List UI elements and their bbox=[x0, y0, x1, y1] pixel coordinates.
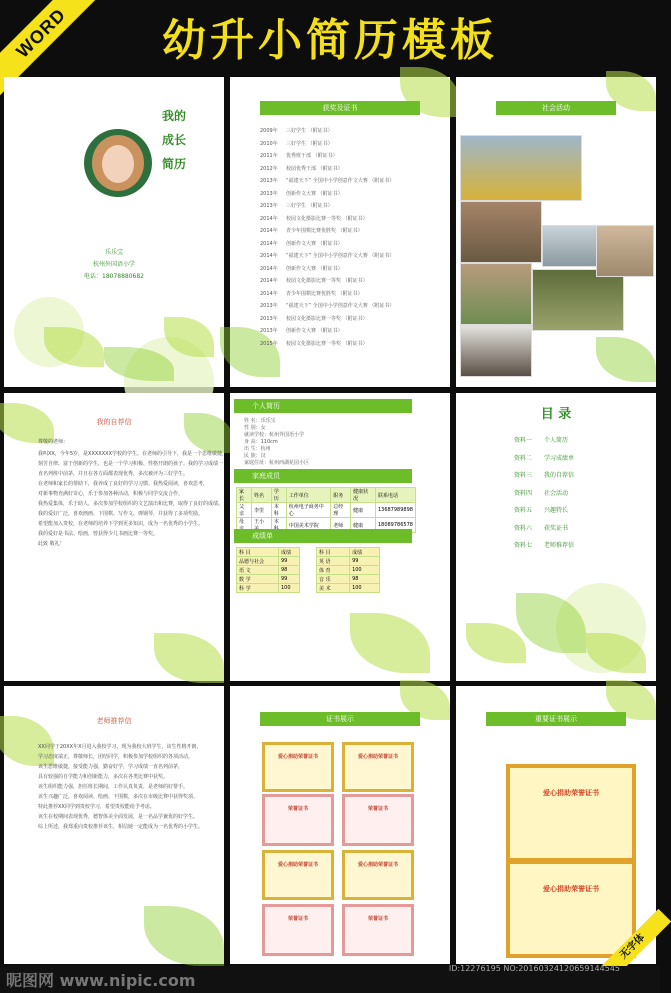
activity-photo bbox=[460, 201, 542, 263]
table-header-cell: 联系电话 bbox=[375, 488, 415, 503]
award-row bbox=[260, 190, 343, 197]
social-bar: 社会活动 bbox=[496, 101, 616, 115]
letter-line: 综上所述，我郑重向贵校推荐该生，相信她一定能成为一名优秀的小学生。 bbox=[38, 824, 204, 830]
table-header bbox=[237, 548, 300, 557]
toc-item[interactable] bbox=[514, 540, 574, 549]
table-cell: 99 bbox=[350, 557, 380, 566]
table-cell: 体 育 bbox=[317, 566, 350, 575]
table-row bbox=[317, 557, 380, 566]
table-cell: 本科 bbox=[271, 503, 286, 518]
self-recommend-heading: 我的自荐信 bbox=[96, 418, 132, 426]
table-header-cell: 家长 bbox=[237, 488, 252, 503]
toc-title: 目 录 bbox=[540, 407, 572, 422]
leaf-decoration bbox=[596, 337, 656, 382]
award-year: 2014年 bbox=[260, 278, 278, 284]
table-header-cell: 姓名 bbox=[251, 488, 271, 503]
award-row bbox=[260, 202, 333, 209]
award-text: “福建天下” 全国中小学创意作文大赛 （附证书） bbox=[286, 303, 395, 309]
profile-field: 出 生：杭州 bbox=[244, 446, 271, 452]
table-cell: 健康 bbox=[351, 518, 376, 533]
letter-line: 对新事物充满好奇心，乐于参加各种活动，积极与同学交流合作。 bbox=[38, 491, 184, 497]
table-cell: 99 bbox=[278, 557, 299, 566]
table-cell: 李里 bbox=[251, 503, 271, 518]
table-cell: 美 术 bbox=[317, 584, 350, 593]
award-text: 三好学生 （附证书） bbox=[286, 140, 333, 147]
award-text: 优秀班干部 （附证书） bbox=[286, 153, 338, 159]
awards-page bbox=[230, 77, 450, 387]
table-header-cell: 工作单位 bbox=[286, 488, 331, 503]
award-year: 2014年 bbox=[260, 240, 278, 247]
toc-label: 学习成绩单 bbox=[544, 454, 575, 462]
award-year: 2009年 bbox=[260, 128, 278, 134]
teacher-letter-page bbox=[4, 686, 224, 964]
table-cell: 100 bbox=[278, 584, 299, 593]
site-watermark: 昵图网 www.nipic.com bbox=[6, 971, 196, 990]
cert-show-bar: 证书展示 bbox=[260, 712, 420, 726]
toc-item[interactable] bbox=[514, 488, 568, 497]
profile-bar: 个人简历 bbox=[234, 399, 412, 413]
letter-line: 该生兴趣广泛，喜欢阅读、绘画、下围棋，多次在市级比赛中获得奖项。 bbox=[38, 794, 199, 800]
award-year: 2013年 bbox=[260, 190, 278, 197]
big-cert-bar: 重要证书展示 bbox=[486, 712, 626, 726]
table-cell: 中国美术学院 bbox=[286, 518, 331, 533]
award-text: 创新作文大赛 （附证书） bbox=[286, 328, 343, 334]
cover-heading-line: 简历 bbox=[162, 157, 187, 171]
activity-photo bbox=[460, 325, 532, 377]
award-year: 2014年 bbox=[260, 265, 278, 272]
profile-field: 家庭住址：杭州西湖花园小区 bbox=[244, 460, 310, 466]
leaf-decoration bbox=[220, 327, 280, 377]
profile-field: 姓 名：乐乐宝 bbox=[244, 418, 276, 424]
letter-line: 特此推荐XX同学到贵校学习，希望贵校能给予考虑。 bbox=[38, 804, 155, 810]
toc-item[interactable] bbox=[514, 505, 568, 514]
table-row bbox=[237, 503, 416, 518]
teacher-letter-heading: 老师推荐信 bbox=[96, 717, 132, 725]
certificate: 爱心捐助荣誉证书 bbox=[262, 850, 334, 900]
award-row bbox=[260, 152, 338, 159]
cover-heading-line: 我的 bbox=[162, 109, 187, 123]
toc-item[interactable] bbox=[514, 435, 568, 444]
table-header-cell: 学历 bbox=[271, 488, 286, 503]
award-row bbox=[260, 252, 394, 259]
toc-label: 个人简历 bbox=[544, 437, 569, 444]
award-year: 2013年 bbox=[260, 315, 278, 322]
award-text: “福建天下” 全国中小学创意作文大赛 （附证书） bbox=[286, 178, 395, 184]
profile-field: 民 族：汉 bbox=[244, 453, 266, 459]
toc-number: 资料六 bbox=[514, 524, 533, 532]
award-year: 2014年 bbox=[260, 290, 278, 297]
letter-line: 我的爱好是书法、绘画，曾获得少儿书画比赛一等奖。 bbox=[38, 531, 159, 537]
table-row bbox=[317, 575, 380, 584]
leaf-decoration bbox=[144, 906, 224, 966]
activity-photo bbox=[460, 135, 582, 201]
award-row bbox=[260, 277, 368, 284]
greeting: 尊敬的老师： bbox=[38, 439, 69, 445]
table-row bbox=[317, 566, 380, 575]
award-year: 2013年 bbox=[260, 303, 278, 309]
cover-school: 杭州外国语小学 bbox=[92, 261, 135, 268]
award-row bbox=[260, 315, 368, 322]
toc-number: 资料一 bbox=[514, 437, 533, 444]
award-year: 2010年 bbox=[260, 140, 278, 147]
table-cell: 18089786578 bbox=[375, 518, 415, 533]
award-row bbox=[260, 177, 394, 184]
table-cell: 数 学 bbox=[237, 575, 279, 584]
toc-item[interactable] bbox=[514, 453, 574, 462]
letter-line: 该生组织能力强，担任班长期间，工作认真负责，是老师的好帮手。 bbox=[38, 784, 189, 790]
toc-number: 资料五 bbox=[514, 507, 533, 514]
table-cell: 99 bbox=[278, 575, 299, 584]
table-cell: 98 bbox=[278, 566, 299, 575]
toc-page bbox=[456, 393, 656, 681]
family-bar: 家庭成员 bbox=[234, 469, 412, 483]
award-row bbox=[260, 290, 363, 297]
table-cell: 13687989898 bbox=[375, 503, 415, 518]
cover-heading-line: 成长 bbox=[162, 133, 187, 147]
table-cell: 本 bbox=[271, 518, 286, 533]
letter-line: 该生在校期间表现优秀，德智体美全面发展，是一名品学兼优的好学生。 bbox=[38, 814, 199, 820]
activity-photo bbox=[460, 263, 532, 325]
profile-field: 就读学校：杭州外国语小学 bbox=[244, 432, 305, 438]
family-table bbox=[236, 487, 416, 533]
self-recommend-body bbox=[38, 449, 228, 549]
table-cell: 王小 bbox=[251, 518, 271, 533]
award-text: 校园优秀干部 （附证书） bbox=[286, 165, 343, 172]
cert-show-page bbox=[230, 686, 450, 964]
letter-line: 我叫XX，今年5岁，是XXXXXXX学校的学生。在老师的引导下，我是一个思维敏捷， bbox=[38, 451, 228, 457]
profile-page bbox=[230, 393, 450, 681]
table-row bbox=[237, 557, 300, 566]
toc-label: 兴趣特长 bbox=[544, 507, 569, 514]
table-row bbox=[237, 566, 300, 575]
award-year: 2015年 bbox=[260, 340, 278, 347]
award-row bbox=[260, 240, 343, 247]
letter-line: 直名列班中前茅，并且在各方面都表现优秀，多次被评为三好学生。 bbox=[38, 471, 189, 477]
award-year: 2013年 bbox=[260, 203, 278, 209]
table-row bbox=[237, 575, 300, 584]
table-header-cell: 成绩 bbox=[350, 548, 380, 557]
award-row bbox=[260, 140, 333, 147]
award-text: 创新作文大赛 （附证书） bbox=[286, 190, 343, 197]
certificate: 荣誉证书 bbox=[262, 794, 334, 846]
table-cell: 100 bbox=[350, 566, 380, 575]
toc-label: 我的自荐信 bbox=[544, 472, 575, 479]
toc-number: 资料七 bbox=[514, 542, 533, 549]
award-text: 青少年围棋比赛优胜奖 （附证书） bbox=[286, 290, 363, 297]
table-cell: 品德与社会 bbox=[237, 557, 279, 566]
table-cell: 音 乐 bbox=[317, 575, 350, 584]
letter-line: 具有较强的自学能力和创新能力，多次在各类比赛中获奖。 bbox=[38, 774, 169, 780]
activity-photo bbox=[532, 269, 624, 331]
letter-line: 我的爱好广泛，喜欢画画、下围棋、写作文、弹钢琴，并获得了多项奖励。 bbox=[38, 511, 204, 517]
id-watermark: ID:12276195 NO:20160324120659144545 bbox=[448, 964, 620, 973]
toc-label: 获奖证书 bbox=[544, 524, 569, 532]
award-row bbox=[260, 227, 363, 234]
award-text: 校园文化摄影比赛一等奖 （附证书） bbox=[286, 278, 368, 284]
certificate: 爱心捐助荣誉证书 bbox=[262, 742, 334, 792]
award-row bbox=[260, 127, 333, 134]
table-cell: 语 文 bbox=[237, 566, 279, 575]
table-header bbox=[237, 488, 416, 503]
letter-line: 此致 敬礼！ bbox=[38, 541, 65, 547]
table-cell: 老师 bbox=[331, 518, 351, 533]
grades-bar: 成绩单 bbox=[234, 529, 412, 543]
letter-line: 在老师和家长的帮助下，我养成了良好的学习习惯。我热爱阅读，喜欢思考， bbox=[38, 481, 209, 487]
table-cell: 父亲 bbox=[237, 503, 252, 518]
toc-number: 资料二 bbox=[514, 454, 533, 462]
grades-table-right bbox=[316, 547, 380, 593]
corner-badge: 无字体 bbox=[595, 909, 671, 985]
toc-item[interactable] bbox=[514, 523, 568, 532]
cover-phone: 电话：18078880682 bbox=[84, 273, 144, 280]
award-row bbox=[260, 340, 368, 347]
table-cell: 杭州电子商务中心 bbox=[286, 503, 331, 518]
word-ribbon: WORD bbox=[0, 0, 105, 97]
certificate: 荣誉证书 bbox=[342, 904, 414, 956]
certificate: 荣誉证书 bbox=[262, 904, 334, 956]
award-text: 创新作文大赛 （附证书） bbox=[286, 265, 343, 272]
profile-field: 性 别：女 bbox=[244, 425, 266, 431]
table-cell: 98 bbox=[350, 575, 380, 584]
table-cell: 100 bbox=[350, 584, 380, 593]
award-year: 2014年 bbox=[260, 228, 278, 234]
certificate-large: 爱心捐助荣誉证书 bbox=[506, 764, 636, 862]
table-header-cell: 科 目 bbox=[317, 548, 350, 557]
banner-title: 幼升小简历模板 bbox=[162, 15, 498, 66]
award-year: 2013年 bbox=[260, 178, 278, 184]
big-cert-page bbox=[456, 686, 656, 964]
letter-line: 该生思维敏捷，接受能力强，勤奋好学，学习成绩一直名列前茅， bbox=[38, 764, 184, 770]
profile-field: 身 高：110cm bbox=[244, 439, 278, 445]
grades-table-left bbox=[236, 547, 300, 593]
self-recommend-page bbox=[4, 393, 228, 681]
cover-page bbox=[4, 77, 224, 387]
table-cell: 科 学 bbox=[237, 584, 279, 593]
award-row bbox=[260, 265, 343, 272]
child-photo bbox=[84, 129, 152, 197]
award-year: 2012年 bbox=[260, 165, 278, 172]
letter-line: XX同学于20XX年X月进入我校学习，现为我校大班学生，该生性格开朗， bbox=[38, 744, 202, 750]
award-text: 三好学生 （附证书） bbox=[286, 128, 333, 134]
letter-line: 刻苦自律、富于创新的学生，也是一个学习积极、性格开朗的孩子。我的学习成绩一 bbox=[38, 461, 224, 467]
award-year: 2011年 bbox=[260, 153, 278, 159]
award-text: 校园文化摄影比赛一等奖 （附证书） bbox=[286, 315, 368, 322]
toc-item[interactable] bbox=[514, 470, 574, 479]
award-year: 2014年 bbox=[260, 215, 278, 222]
teacher-letter-body bbox=[38, 742, 204, 832]
certificate-large: 爱心捐助荣誉证书 bbox=[506, 860, 636, 958]
award-row bbox=[260, 327, 343, 334]
leaf-decoration bbox=[154, 633, 224, 683]
letter-line: 我热爱集体，乐于助人，多次参加学校组织的文艺演出和比赛，取得了良好的成绩。 bbox=[38, 501, 224, 507]
certificate: 爱心捐助荣誉证书 bbox=[342, 742, 414, 792]
award-text: 校园文化摄影比赛一等奖 （附证书） bbox=[286, 215, 368, 222]
award-year: 2014年 bbox=[260, 253, 278, 259]
leaf-decoration bbox=[466, 623, 526, 663]
table-header bbox=[317, 548, 380, 557]
award-year: 2013年 bbox=[260, 328, 278, 334]
award-row bbox=[260, 215, 368, 222]
table-row bbox=[317, 584, 380, 593]
table-header-cell: 职务 bbox=[331, 488, 351, 503]
leaf-decoration bbox=[350, 613, 430, 673]
certificate: 爱心捐助荣誉证书 bbox=[342, 850, 414, 900]
letter-line: 学习态度端正，尊敬师长，团结同学，积极参加学校组织的各项活动。 bbox=[38, 754, 194, 760]
table-header-cell: 科 目 bbox=[237, 548, 279, 557]
table-cell: 母 bbox=[237, 518, 252, 533]
toc-number: 资料三 bbox=[514, 472, 533, 479]
award-text: 青少年围棋比赛优胜奖 （附证书） bbox=[286, 228, 363, 234]
certificate: 荣誉证书 bbox=[342, 794, 414, 846]
table-cell: 总经理 bbox=[331, 503, 351, 518]
award-row bbox=[260, 302, 394, 309]
award-text: 创新作文大赛 （附证书） bbox=[286, 240, 343, 247]
toc-label: 社会活动 bbox=[544, 489, 569, 497]
letter-line: 希望能加入贵校，在老师的培养下学到更多知识，成为一名优秀的小学生。 bbox=[38, 521, 204, 527]
table-header-cell: 健康状况 bbox=[351, 488, 376, 503]
table-cell: 英 语 bbox=[317, 557, 350, 566]
awards-bar: 获奖及证书 bbox=[260, 101, 420, 115]
table-header-cell: 成绩 bbox=[278, 548, 299, 557]
award-text: “福建天下” 全国中小学创意作文大赛 （附证书） bbox=[286, 253, 395, 259]
award-row bbox=[260, 165, 343, 172]
award-text: 校园文化摄影比赛一等奖 （附证书） bbox=[286, 340, 368, 347]
activity-photo bbox=[596, 225, 654, 277]
toc-number: 资料四 bbox=[514, 489, 533, 497]
award-text: 三好学生 （附证书） bbox=[286, 203, 333, 209]
table-cell: 健康 bbox=[351, 503, 376, 518]
toc-label: 老师推荐信 bbox=[544, 542, 575, 549]
social-page bbox=[456, 77, 656, 387]
cover-name: 乐乐宝 bbox=[104, 249, 123, 256]
table-row bbox=[237, 584, 300, 593]
